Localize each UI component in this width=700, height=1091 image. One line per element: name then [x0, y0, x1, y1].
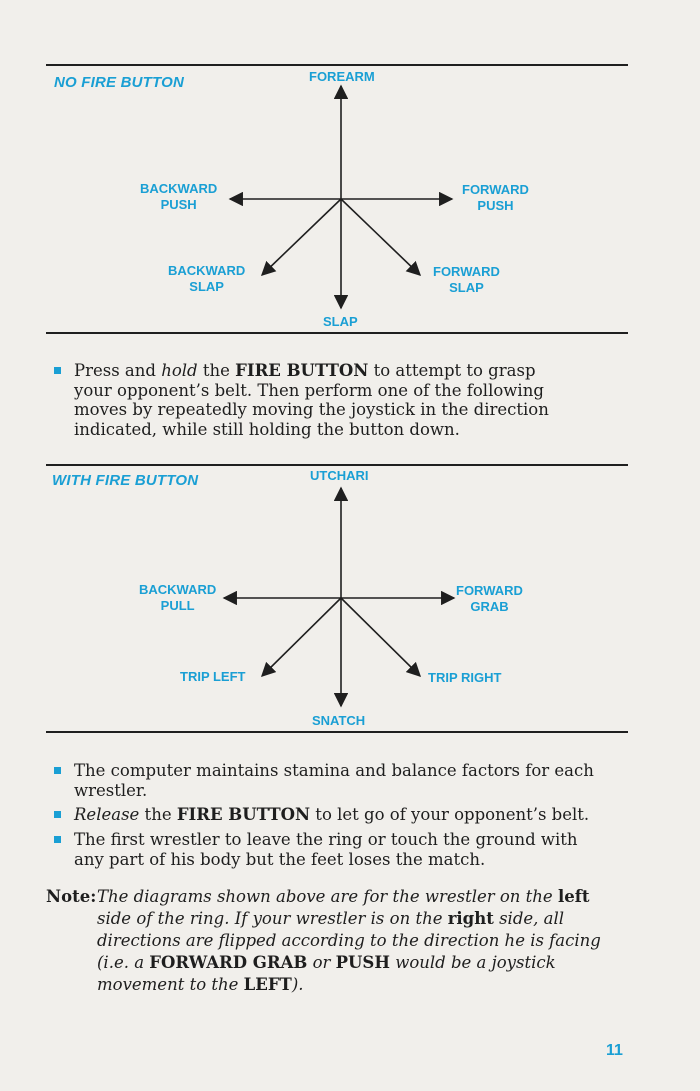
label-down: SNATCH [312, 713, 366, 728]
bullet-square [54, 767, 61, 774]
label-left: BACKWARD PULL [139, 582, 217, 613]
diagram2-arrows [224, 488, 454, 706]
page-number: 11 [606, 1042, 623, 1059]
diagram1-bottom-rule [46, 332, 628, 334]
bullet-square [54, 811, 61, 818]
label-down-right: FORWARD SLAP [433, 264, 500, 295]
bullet-item: Release the FIRE BUTTON to let go of your opponent’s belt. [54, 805, 614, 825]
label-up: UTCHARI [310, 468, 369, 483]
arrow-down-right [341, 199, 420, 275]
diagram1-arrows [230, 86, 452, 308]
diagram2-bottom-rule [46, 731, 628, 733]
diagram2-top-rule [46, 464, 628, 466]
label-down-left: TRIP LEFT [180, 669, 246, 684]
label-right: FORWARD GRAB [456, 583, 523, 614]
diagram2-heading: WITH FIRE BUTTON [52, 472, 199, 489]
label-down: SLAP [323, 314, 358, 329]
bullet-square [54, 836, 61, 843]
note-label: Note: [46, 887, 97, 906]
arrow-down-left [262, 598, 341, 676]
label-down-right: TRIP RIGHT [428, 670, 502, 685]
label-left: BACKWARD PUSH [140, 181, 218, 212]
bullet-item: The computer maintains stamina and balance factors for each wrestler. [54, 761, 594, 800]
note-text: The diagrams shown above are for the wrestler on the left side of the ring. If your wrestler is on the right side, all directions are flipped according to the direction he is facing (i.e. a FORWARD GRAB or PUSH would be a joystick movement to the LEFT). [97, 887, 601, 994]
instruction-paragraph: Press and hold the FIRE BUTTON to attempt to grasp your opponent’s belt. Then perform one of the following moves by repeatedly moving the joystick in the direction indicated, while still holding the button down. [54, 361, 574, 439]
arrow-down-left [262, 199, 341, 275]
arrow-down-right [341, 598, 420, 676]
note-block [46, 886, 626, 996]
bullet-item: The first wrestler to leave the ring or touch the ground with any part of his body but the feet loses the match. [54, 830, 599, 869]
label-down-left: BACKWARD SLAP [168, 263, 246, 294]
bullet-square [54, 367, 61, 374]
label-right: FORWARD PUSH [462, 182, 529, 213]
diagram1-heading: NO FIRE BUTTON [54, 74, 185, 91]
label-up: FOREARM [309, 69, 375, 84]
